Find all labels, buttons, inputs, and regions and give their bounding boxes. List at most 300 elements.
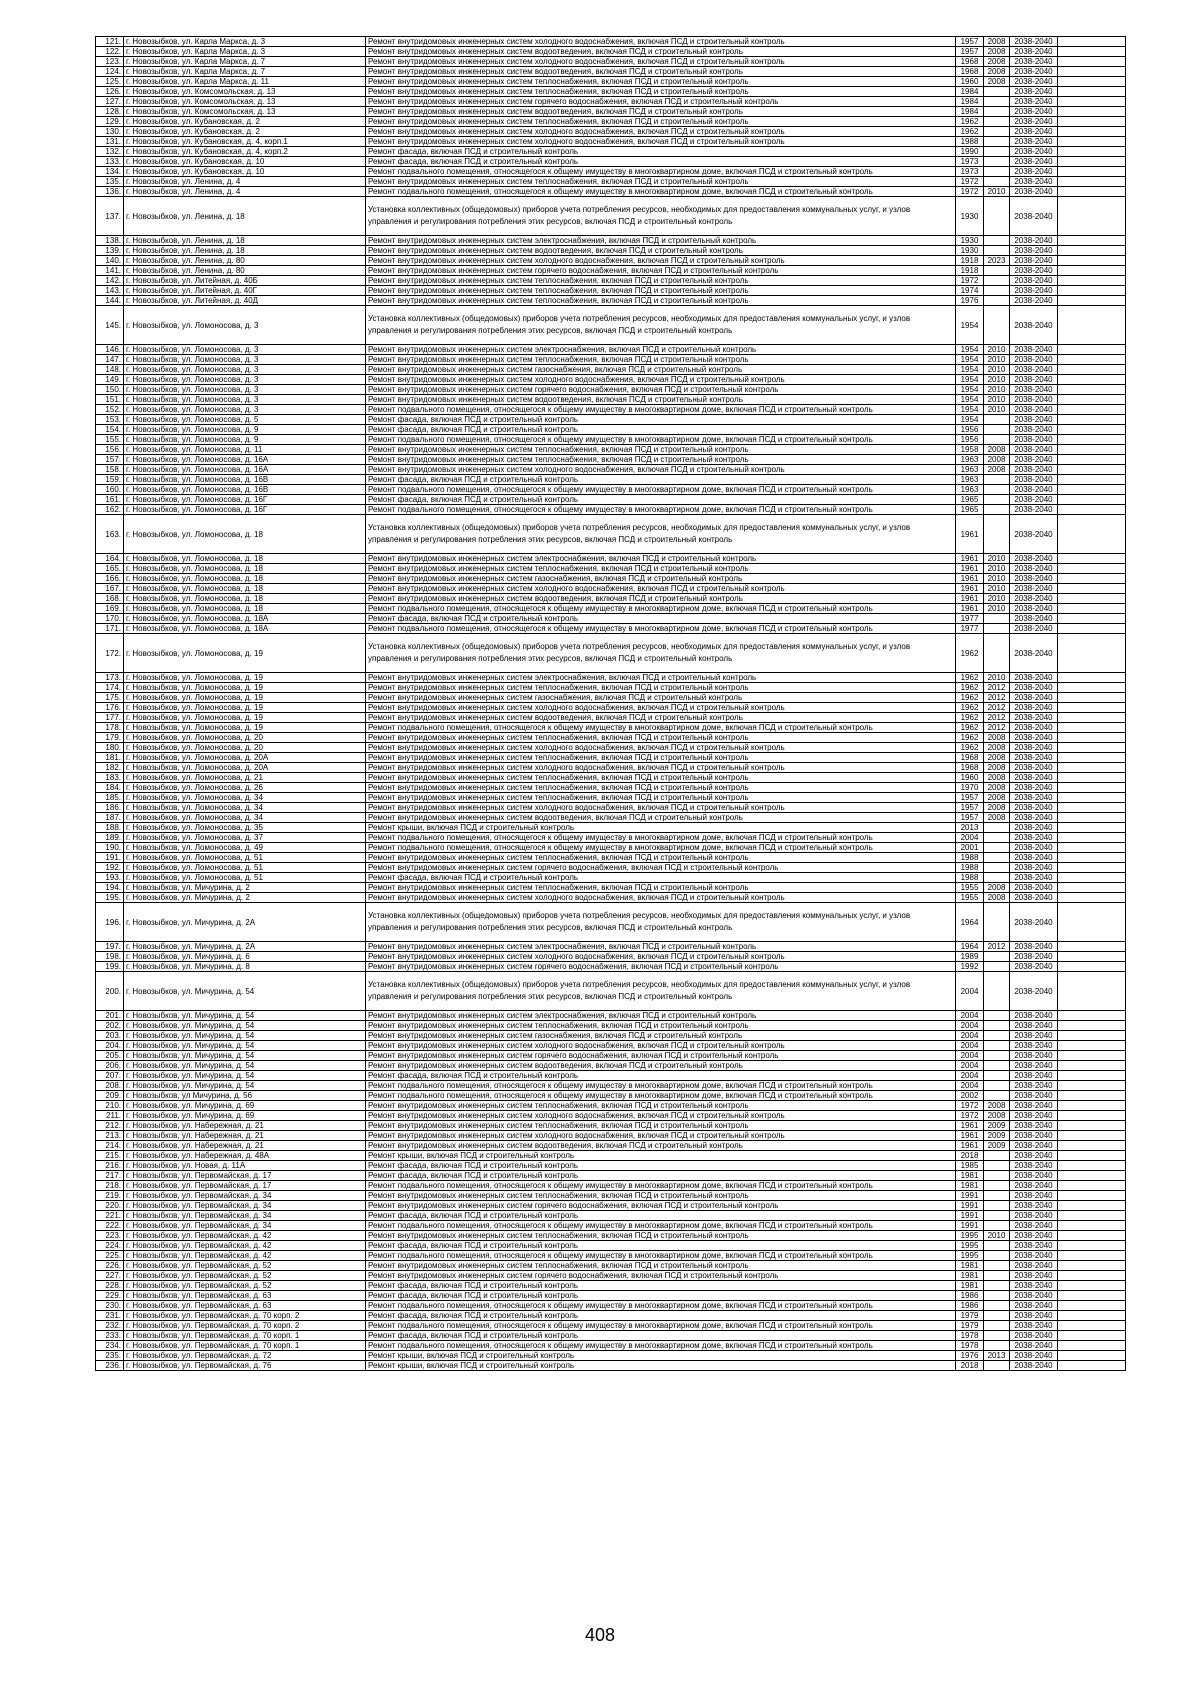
- table-row: [96, 405, 1126, 415]
- cell-empty: [1058, 1211, 1126, 1221]
- cell-number: 206.: [96, 1061, 124, 1071]
- table-row: [96, 972, 1126, 1011]
- cell-build-year: 1954: [956, 306, 984, 345]
- cell-build-year: 1973: [956, 167, 984, 177]
- cell-planned-period: 2038-2040: [1010, 67, 1058, 77]
- cell-build-year: 1991: [956, 1201, 984, 1211]
- cell-build-year: 1978: [956, 1331, 984, 1341]
- cell-last-repair-year: 2010: [984, 375, 1010, 385]
- cell-planned-period: 2038-2040: [1010, 753, 1058, 763]
- cell-last-repair-year: [984, 962, 1010, 972]
- cell-number: 212.: [96, 1121, 124, 1131]
- table-row: [96, 97, 1126, 107]
- cell-number: 159.: [96, 475, 124, 485]
- cell-address: г. Новозыбков, ул. Мичурина, д. 54: [124, 1061, 366, 1071]
- cell-work-type: Ремонт подвального помещения, относящегося к общему имуществу в многоквартирном доме, включая ПСД и строительный контроль: [366, 167, 956, 177]
- cell-address: г. Новозыбков, ул. Первомайская, д. 70 корп. 2: [124, 1311, 366, 1321]
- cell-empty: [1058, 843, 1126, 853]
- table-row: [96, 693, 1126, 703]
- cell-empty: [1058, 1111, 1126, 1121]
- cell-build-year: 2018: [956, 1361, 984, 1371]
- cell-empty: [1058, 1261, 1126, 1271]
- cell-last-repair-year: 2009: [984, 1121, 1010, 1131]
- cell-empty: [1058, 97, 1126, 107]
- cell-work-type: Ремонт подвального помещения, относящегося к общему имуществу в многоквартирном доме, включая ПСД и строительный контроль: [366, 485, 956, 495]
- cell-planned-period: 2038-2040: [1010, 624, 1058, 634]
- cell-build-year: 1957: [956, 803, 984, 813]
- cell-planned-period: 2038-2040: [1010, 1071, 1058, 1081]
- cell-last-repair-year: 2008: [984, 47, 1010, 57]
- cell-planned-period: 2038-2040: [1010, 246, 1058, 256]
- cell-build-year: 1986: [956, 1291, 984, 1301]
- cell-planned-period: 2038-2040: [1010, 614, 1058, 624]
- cell-build-year: 2004: [956, 1021, 984, 1031]
- cell-address: г. Новозыбков, ул. Литейная, д. 40Д: [124, 296, 366, 306]
- cell-empty: [1058, 455, 1126, 465]
- cell-work-type: Ремонт внутридомовых инженерных систем теплоснабжения, включая ПСД и строительный контроль: [366, 87, 956, 97]
- cell-address: г. Новозыбков, ул. Новая, д. 11А: [124, 1161, 366, 1171]
- cell-address: г. Новозыбков, ул. Литейная, д. 40Б: [124, 276, 366, 286]
- cell-build-year: 1930: [956, 236, 984, 246]
- cell-address: г. Новозыбков, ул. Кубановская, д. 2: [124, 117, 366, 127]
- cell-work-type: Ремонт внутридомовых инженерных систем водоотведения, включая ПСД и строительный контроль: [366, 1061, 956, 1071]
- cell-last-repair-year: [984, 1181, 1010, 1191]
- cell-last-repair-year: 2010: [984, 574, 1010, 584]
- cell-work-type: Ремонт внутридомовых инженерных систем холодного водоснабжения, включая ПСД и строительный контроль: [366, 703, 956, 713]
- table-row: [96, 1081, 1126, 1091]
- cell-empty: [1058, 1021, 1126, 1031]
- cell-number: 131.: [96, 137, 124, 147]
- cell-number: 195.: [96, 893, 124, 903]
- table-row: [96, 1161, 1126, 1171]
- cell-address: г. Новозыбков, ул. Первомайская, д. 17: [124, 1171, 366, 1181]
- table-row: [96, 743, 1126, 753]
- cell-address: г. Новозыбков, ул. Комсомольская, д. 13: [124, 107, 366, 117]
- table-row: [96, 833, 1126, 843]
- cell-build-year: 1981: [956, 1281, 984, 1291]
- cell-empty: [1058, 236, 1126, 246]
- cell-number: 155.: [96, 435, 124, 445]
- cell-build-year: 1972: [956, 1111, 984, 1121]
- cell-address: г. Новозыбков, ул. Карла Маркса, д. 7: [124, 67, 366, 77]
- cell-number: 146.: [96, 345, 124, 355]
- cell-address: г. Новозыбков, ул. Ломоносова, д. 18: [124, 594, 366, 604]
- cell-number: 160.: [96, 485, 124, 495]
- cell-number: 130.: [96, 127, 124, 137]
- cell-address: г. Новозыбков, ул. Мичурина, д. 8: [124, 962, 366, 972]
- cell-build-year: 1962: [956, 634, 984, 673]
- cell-planned-period: 2038-2040: [1010, 763, 1058, 773]
- cell-planned-period: 2038-2040: [1010, 1211, 1058, 1221]
- table-row: [96, 614, 1126, 624]
- cell-build-year: 1984: [956, 97, 984, 107]
- cell-empty: [1058, 743, 1126, 753]
- cell-number: 163.: [96, 515, 124, 554]
- cell-number: 182.: [96, 763, 124, 773]
- table-row: [96, 127, 1126, 137]
- cell-last-repair-year: [984, 1041, 1010, 1051]
- cell-address: г. Новозыбков, ул. Ломоносова, д. 19: [124, 703, 366, 713]
- cell-work-type: Ремонт внутридомовых инженерных систем горячего водоснабжения, включая ПСД и строительный контроль: [366, 962, 956, 972]
- cell-empty: [1058, 942, 1126, 952]
- cell-empty: [1058, 1251, 1126, 1261]
- cell-build-year: 1964: [956, 942, 984, 952]
- cell-last-repair-year: [984, 1011, 1010, 1021]
- cell-planned-period: 2038-2040: [1010, 475, 1058, 485]
- cell-number: 186.: [96, 803, 124, 813]
- cell-number: 213.: [96, 1131, 124, 1141]
- cell-empty: [1058, 405, 1126, 415]
- cell-build-year: 1954: [956, 385, 984, 395]
- cell-empty: [1058, 873, 1126, 883]
- cell-planned-period: 2038-2040: [1010, 634, 1058, 673]
- cell-work-type: Ремонт внутридомовых инженерных систем теплоснабжения, включая ПСД и строительный контроль: [366, 883, 956, 893]
- cell-work-type: Ремонт фасада, включая ПСД и строительный контроль: [366, 1291, 956, 1301]
- cell-number: 232.: [96, 1321, 124, 1331]
- cell-number: 217.: [96, 1171, 124, 1181]
- cell-work-type: Ремонт внутридомовых инженерных систем горячего водоснабжения, включая ПСД и строительный контроль: [366, 97, 956, 107]
- cell-planned-period: 2038-2040: [1010, 594, 1058, 604]
- cell-address: г. Новозыбков, ул. Ломоносова, д. 34: [124, 813, 366, 823]
- cell-empty: [1058, 1081, 1126, 1091]
- cell-last-repair-year: [984, 1221, 1010, 1231]
- cell-planned-period: 2038-2040: [1010, 1111, 1058, 1121]
- cell-planned-period: 2038-2040: [1010, 783, 1058, 793]
- cell-planned-period: 2038-2040: [1010, 505, 1058, 515]
- cell-number: 191.: [96, 853, 124, 863]
- cell-work-type: Ремонт внутридомовых инженерных систем водоотведения, включая ПСД и строительный контроль: [366, 713, 956, 723]
- cell-build-year: 1965: [956, 505, 984, 515]
- cell-work-type: Ремонт внутридомовых инженерных систем теплоснабжения, включая ПСД и строительный контроль: [366, 564, 956, 574]
- cell-build-year: 1978: [956, 1341, 984, 1351]
- cell-planned-period: 2038-2040: [1010, 1241, 1058, 1251]
- cell-planned-period: 2038-2040: [1010, 365, 1058, 375]
- table-row: [96, 345, 1126, 355]
- table-row: [96, 365, 1126, 375]
- cell-empty: [1058, 773, 1126, 783]
- cell-address: г. Новозыбков, ул. Ломоносова, д. 18А: [124, 614, 366, 624]
- table-row: [96, 893, 1126, 903]
- cell-planned-period: 2038-2040: [1010, 1191, 1058, 1201]
- table-row: [96, 574, 1126, 584]
- cell-work-type: Установка коллективных (общедомовых) приборов учета потребления ресурсов, необходимых для предоставления коммунальных услуг, и узлов управления и регулирования потребления этих ресурсов, включая ПСД и строительный контроль: [366, 515, 956, 554]
- cell-last-repair-year: [984, 1081, 1010, 1091]
- cell-work-type: Ремонт подвального помещения, относящегося к общему имуществу в многоквартирном доме, включая ПСД и строительный контроль: [366, 435, 956, 445]
- cell-work-type: Ремонт внутридомовых инженерных систем водоотведения, включая ПСД и строительный контроль: [366, 67, 956, 77]
- cell-build-year: 1962: [956, 703, 984, 713]
- cell-build-year: 1962: [956, 117, 984, 127]
- cell-build-year: 1960: [956, 77, 984, 87]
- table-row: [96, 564, 1126, 574]
- cell-planned-period: 2038-2040: [1010, 97, 1058, 107]
- cell-last-repair-year: 2010: [984, 187, 1010, 197]
- cell-work-type: Ремонт крыши, включая ПСД и строительный контроль: [366, 1151, 956, 1161]
- cell-number: 222.: [96, 1221, 124, 1231]
- cell-number: 122.: [96, 47, 124, 57]
- table-body: [96, 37, 1126, 1371]
- cell-planned-period: 2038-2040: [1010, 1341, 1058, 1351]
- cell-address: г. Новозыбков, ул. Мичурина, д. 54: [124, 1071, 366, 1081]
- cell-address: г. Новозыбков, ул. Ломоносова, д. 16Г: [124, 505, 366, 515]
- cell-planned-period: 2038-2040: [1010, 1261, 1058, 1271]
- cell-last-repair-year: [984, 1191, 1010, 1201]
- cell-work-type: Ремонт подвального помещения, относящегося к общему имуществу в многоквартирном доме, включая ПСД и строительный контроль: [366, 833, 956, 843]
- cell-empty: [1058, 1311, 1126, 1321]
- table-row: [96, 296, 1126, 306]
- cell-number: 172.: [96, 634, 124, 673]
- cell-empty: [1058, 256, 1126, 266]
- cell-number: 127.: [96, 97, 124, 107]
- table-row: [96, 87, 1126, 97]
- cell-work-type: Ремонт подвального помещения, относящегося к общему имуществу в многоквартирном доме, включая ПСД и строительный контроль: [366, 1221, 956, 1231]
- cell-work-type: Установка коллективных (общедомовых) приборов учета потребления ресурсов, необходимых для предоставления коммунальных услуг, и узлов управления и регулирования потребления этих ресурсов, включая ПСД и строительный контроль: [366, 197, 956, 236]
- cell-build-year: 1954: [956, 365, 984, 375]
- cell-last-repair-year: [984, 197, 1010, 236]
- cell-work-type: Ремонт внутридомовых инженерных систем электроснабжения, включая ПСД и строительный контроль: [366, 554, 956, 564]
- cell-last-repair-year: 2010: [984, 405, 1010, 415]
- table-row: [96, 77, 1126, 87]
- cell-last-repair-year: [984, 117, 1010, 127]
- cell-address: г. Новозыбков, ул. Ломоносова, д. 3: [124, 395, 366, 405]
- cell-number: 235.: [96, 1351, 124, 1361]
- cell-last-repair-year: [984, 157, 1010, 167]
- cell-last-repair-year: [984, 485, 1010, 495]
- cell-number: 153.: [96, 415, 124, 425]
- cell-build-year: 1988: [956, 863, 984, 873]
- cell-number: 144.: [96, 296, 124, 306]
- cell-last-repair-year: [984, 1031, 1010, 1041]
- cell-planned-period: 2038-2040: [1010, 723, 1058, 733]
- cell-address: г. Новозыбков, ул. Ломоносова, д. 16А: [124, 465, 366, 475]
- cell-last-repair-year: 2008: [984, 445, 1010, 455]
- cell-planned-period: 2038-2040: [1010, 385, 1058, 395]
- cell-address: г. Новозыбков, ул. Мичурина, д. 54: [124, 1051, 366, 1061]
- cell-empty: [1058, 57, 1126, 67]
- cell-address: г. Новозыбков, ул. Кубановская, д. 10: [124, 157, 366, 167]
- cell-build-year: 2004: [956, 1051, 984, 1061]
- cell-planned-period: 2038-2040: [1010, 177, 1058, 187]
- cell-last-repair-year: [984, 1331, 1010, 1341]
- cell-empty: [1058, 465, 1126, 475]
- cell-work-type: Ремонт подвального помещения, относящегося к общему имуществу в многоквартирном доме, включая ПСД и строительный контроль: [366, 1091, 956, 1101]
- cell-build-year: 2004: [956, 1081, 984, 1091]
- cell-planned-period: 2038-2040: [1010, 435, 1058, 445]
- table-row: [96, 1131, 1126, 1141]
- cell-number: 139.: [96, 246, 124, 256]
- cell-planned-period: 2038-2040: [1010, 425, 1058, 435]
- cell-planned-period: 2038-2040: [1010, 863, 1058, 873]
- cell-empty: [1058, 1041, 1126, 1051]
- cell-number: 196.: [96, 903, 124, 942]
- cell-address: г. Новозыбков, ул. Кубановская, д. 4, корп.1: [124, 137, 366, 147]
- cell-number: 149.: [96, 375, 124, 385]
- table-row: [96, 713, 1126, 723]
- table-row: [96, 683, 1126, 693]
- cell-planned-period: 2038-2040: [1010, 1141, 1058, 1151]
- cell-empty: [1058, 246, 1126, 256]
- table-row: [96, 594, 1126, 604]
- cell-empty: [1058, 37, 1126, 47]
- cell-work-type: Ремонт внутридомовых инженерных систем водоотведения, включая ПСД и строительный контроль: [366, 1141, 956, 1151]
- cell-planned-period: 2038-2040: [1010, 1291, 1058, 1301]
- cell-address: г. Новозыбков, ул. Кубановская, д. 10: [124, 167, 366, 177]
- cell-build-year: 1918: [956, 266, 984, 276]
- table-row: [96, 1201, 1126, 1211]
- cell-planned-period: 2038-2040: [1010, 415, 1058, 425]
- cell-address: г. Новозыбков, ул. Мичурина, д. 69: [124, 1111, 366, 1121]
- cell-planned-period: 2038-2040: [1010, 1021, 1058, 1031]
- cell-empty: [1058, 1141, 1126, 1151]
- cell-last-repair-year: [984, 1151, 1010, 1161]
- cell-empty: [1058, 1321, 1126, 1331]
- cell-empty: [1058, 1221, 1126, 1231]
- cell-address: г. Новозыбков, ул. Ломоносова, д. 21: [124, 773, 366, 783]
- cell-address: г. Новозыбков, ул. Мичурина, д. 2: [124, 883, 366, 893]
- cell-work-type: Ремонт внутридомовых инженерных систем холодного водоснабжения, включая ПСД и строительный контроль: [366, 465, 956, 475]
- cell-planned-period: 2038-2040: [1010, 375, 1058, 385]
- cell-last-repair-year: [984, 97, 1010, 107]
- table-row: [96, 276, 1126, 286]
- cell-empty: [1058, 345, 1126, 355]
- cell-build-year: 1984: [956, 87, 984, 97]
- cell-work-type: Ремонт внутридомовых инженерных систем теплоснабжения, включая ПСД и строительный контроль: [366, 455, 956, 465]
- cell-number: 152.: [96, 405, 124, 415]
- cell-address: г. Новозыбков, ул. Ломоносова, д. 19: [124, 634, 366, 673]
- cell-address: г. Новозыбков, ул. Ломоносова, д. 16Г: [124, 495, 366, 505]
- cell-build-year: 1972: [956, 187, 984, 197]
- cell-empty: [1058, 167, 1126, 177]
- cell-work-type: Ремонт внутридомовых инженерных систем холодного водоснабжения, включая ПСД и строительный контроль: [366, 743, 956, 753]
- cell-work-type: Ремонт внутридомовых инженерных систем теплоснабжения, включая ПСД и строительный контроль: [366, 1021, 956, 1031]
- cell-last-repair-year: 2010: [984, 385, 1010, 395]
- cell-build-year: 1986: [956, 1301, 984, 1311]
- cell-address: г. Новозыбков, ул. Первомайская, д. 70 корп. 1: [124, 1331, 366, 1341]
- cell-last-repair-year: [984, 843, 1010, 853]
- cell-number: 209.: [96, 1091, 124, 1101]
- cell-address: г. Новозыбков, ул. Карла Маркса, д. 3: [124, 47, 366, 57]
- cell-empty: [1058, 813, 1126, 823]
- cell-last-repair-year: [984, 1021, 1010, 1031]
- cell-last-repair-year: 2009: [984, 1141, 1010, 1151]
- cell-last-repair-year: 2008: [984, 813, 1010, 823]
- cell-planned-period: 2038-2040: [1010, 803, 1058, 813]
- cell-empty: [1058, 1351, 1126, 1361]
- cell-planned-period: 2038-2040: [1010, 1081, 1058, 1091]
- cell-empty: [1058, 574, 1126, 584]
- cell-address: г. Новозыбков, ул. Ленина, д. 18: [124, 236, 366, 246]
- cell-address: г. Новозыбков, ул. Ленина, д. 18: [124, 197, 366, 236]
- cell-empty: [1058, 197, 1126, 236]
- cell-planned-period: 2038-2040: [1010, 853, 1058, 863]
- cell-address: г. Новозыбков, ул. Ломоносова, д. 18: [124, 554, 366, 564]
- cell-work-type: Ремонт внутридомовых инженерных систем теплоснабжения, включая ПСД и строительный контроль: [366, 773, 956, 783]
- cell-empty: [1058, 365, 1126, 375]
- cell-number: 126.: [96, 87, 124, 97]
- cell-planned-period: 2038-2040: [1010, 1121, 1058, 1131]
- cell-empty: [1058, 77, 1126, 87]
- cell-address: г. Новозыбков, ул. Ломоносова, д. 19: [124, 673, 366, 683]
- cell-address: г. Новозыбков, ул. Ломоносова, д. 18: [124, 574, 366, 584]
- cell-last-repair-year: 2012: [984, 713, 1010, 723]
- cell-last-repair-year: [984, 903, 1010, 942]
- table-row: [96, 1171, 1126, 1181]
- cell-address: г. Новозыбков, ул. Ломоносова, д. 3: [124, 345, 366, 355]
- cell-last-repair-year: [984, 1321, 1010, 1331]
- cell-last-repair-year: 2010: [984, 564, 1010, 574]
- cell-last-repair-year: 2008: [984, 753, 1010, 763]
- table-row: [96, 723, 1126, 733]
- cell-address: г. Новозыбков, ул. Карла Маркса, д. 7: [124, 57, 366, 67]
- cell-build-year: 1962: [956, 733, 984, 743]
- cell-last-repair-year: 2012: [984, 942, 1010, 952]
- cell-last-repair-year: [984, 286, 1010, 296]
- table-row: [96, 1281, 1126, 1291]
- cell-empty: [1058, 634, 1126, 673]
- cell-address: г. Новозыбков, ул. Ломоносова, д. 19: [124, 683, 366, 693]
- cell-last-repair-year: 2008: [984, 803, 1010, 813]
- cell-build-year: 1961: [956, 1121, 984, 1131]
- cell-last-repair-year: [984, 1061, 1010, 1071]
- cell-empty: [1058, 594, 1126, 604]
- cell-planned-period: 2038-2040: [1010, 773, 1058, 783]
- cell-work-type: Ремонт внутридомовых инженерных систем электроснабжения, включая ПСД и строительный контроль: [366, 345, 956, 355]
- cell-work-type: Ремонт крыши, включая ПСД и строительный контроль: [366, 1351, 956, 1361]
- cell-address: г. Новозыбков, ул. Мичурина, д. 6: [124, 952, 366, 962]
- cell-work-type: Ремонт внутридомовых инженерных систем теплоснабжения, включая ПСД и строительный контроль: [366, 1101, 956, 1111]
- cell-empty: [1058, 157, 1126, 167]
- cell-address: г. Новозыбков, ул. Ломоносова, д. 20: [124, 743, 366, 753]
- cell-number: 138.: [96, 236, 124, 246]
- cell-planned-period: 2038-2040: [1010, 1281, 1058, 1291]
- cell-empty: [1058, 554, 1126, 564]
- repair-schedule-sheet: [95, 36, 1125, 1371]
- cell-build-year: 2004: [956, 1031, 984, 1041]
- cell-empty: [1058, 952, 1126, 962]
- cell-work-type: Ремонт внутридомовых инженерных систем теплоснабжения, включая ПСД и строительный контроль: [366, 117, 956, 127]
- cell-last-repair-year: [984, 1241, 1010, 1251]
- table-row: [96, 37, 1126, 47]
- cell-last-repair-year: 2010: [984, 584, 1010, 594]
- cell-last-repair-year: [984, 495, 1010, 505]
- table-row: [96, 1351, 1126, 1361]
- cell-work-type: Ремонт внутридомовых инженерных систем горячего водоснабжения, включая ПСД и строительный контроль: [366, 266, 956, 276]
- cell-work-type: Ремонт внутридомовых инженерных систем теплоснабжения, включая ПСД и строительный контроль: [366, 683, 956, 693]
- cell-number: 147.: [96, 355, 124, 365]
- table-row: [96, 1061, 1126, 1071]
- cell-last-repair-year: [984, 87, 1010, 97]
- cell-work-type: Ремонт внутридомовых инженерных систем холодного водоснабжения, включая ПСД и строительный контроль: [366, 952, 956, 962]
- cell-last-repair-year: 2008: [984, 1101, 1010, 1111]
- cell-build-year: 1979: [956, 1321, 984, 1331]
- cell-planned-period: 2038-2040: [1010, 1161, 1058, 1171]
- cell-build-year: 2004: [956, 1061, 984, 1071]
- table-row: [96, 1071, 1126, 1081]
- cell-number: 192.: [96, 863, 124, 873]
- cell-work-type: Ремонт фасада, включая ПСД и строительный контроль: [366, 1211, 956, 1221]
- cell-build-year: 1956: [956, 425, 984, 435]
- cell-planned-period: 2038-2040: [1010, 117, 1058, 127]
- cell-last-repair-year: 2008: [984, 57, 1010, 67]
- cell-address: г. Новозыбков, ул. Набережная, д. 21: [124, 1131, 366, 1141]
- cell-build-year: 1962: [956, 683, 984, 693]
- cell-planned-period: 2038-2040: [1010, 405, 1058, 415]
- table-row: [96, 1051, 1126, 1061]
- cell-build-year: 1968: [956, 57, 984, 67]
- cell-number: 154.: [96, 425, 124, 435]
- cell-number: 224.: [96, 1241, 124, 1251]
- cell-address: г. Новозыбков, ул. Первомайская, д. 34: [124, 1201, 366, 1211]
- cell-last-repair-year: 2010: [984, 604, 1010, 614]
